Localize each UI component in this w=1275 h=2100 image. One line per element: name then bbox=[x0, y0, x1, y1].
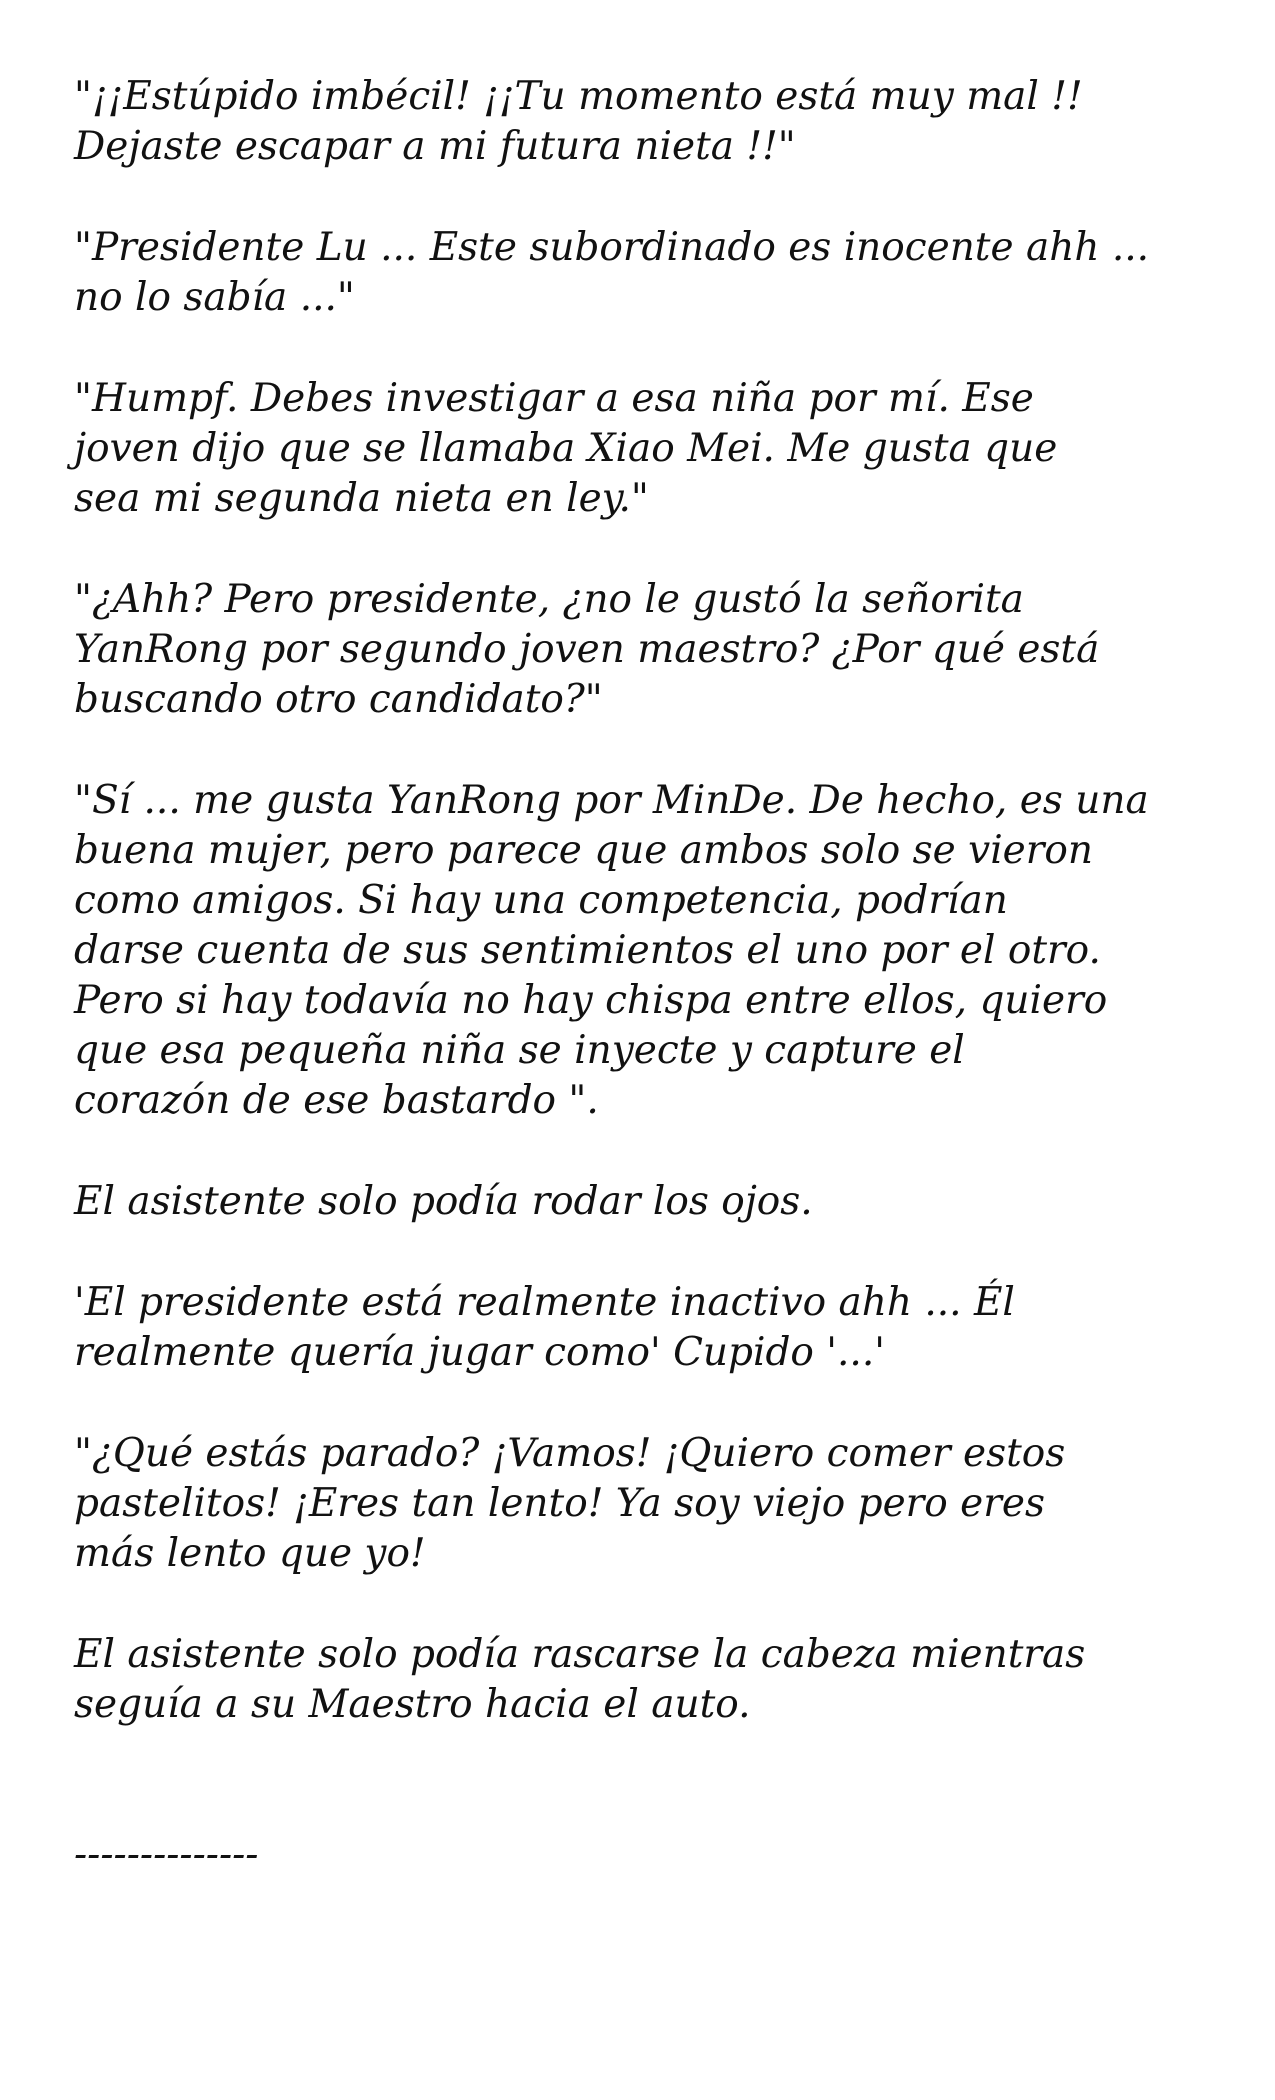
paragraph: 'El presidente está realmente inactivo ahh ... Él realmente quería jugar como' Cupido '...' bbox=[74, 1280, 1015, 1375]
paragraph: "¡¡Estúpido imbécil! ¡¡Tu momento está muy mal !! Dejaste escapar a mi futura nieta !!" bbox=[74, 74, 1083, 169]
section-separator: -------------- bbox=[74, 1832, 259, 1877]
paragraph: "Sí ... me gusta YanRong por MinDe. De hecho, es una buena mujer, pero parece que ambos solo se vieron como amigos. Si hay una competencia, podrían darse cuenta de sus sentimientos el uno por el otro. Pero si hay todavía no hay chispa entre ellos, quiero que esa pequeña niña se inyecte y capture el corazón de ese bastardo ". bbox=[74, 778, 1149, 1123]
paragraph: "¿Qué estás parado? ¡Vamos! ¡Quiero comer estos pastelitos! ¡Eres tan lento! Ya soy viejo pero eres más lento que yo! bbox=[74, 1431, 1066, 1576]
document-body bbox=[74, 72, 1224, 1880]
paragraph: "Presidente Lu ... Este subordinado es inocente ahh ... no lo sabía ..." bbox=[74, 225, 1150, 320]
paragraph: "¿Ahh? Pero presidente, ¿no le gustó la señorita YanRong por segundo joven maestro? ¿Por qué está buscando otro candidato?" bbox=[74, 577, 1100, 722]
paragraph: El asistente solo podía rodar los ojos. bbox=[74, 1179, 813, 1224]
paragraph: El asistente solo podía rascarse la cabeza mientras seguía a su Maestro hacia el auto. bbox=[74, 1632, 1086, 1727]
paragraph: "Humpf. Debes investigar a esa niña por mí. Ese joven dijo que se llamaba Xiao Mei. Me gusta que sea mi segunda nieta en ley." bbox=[74, 376, 1058, 521]
